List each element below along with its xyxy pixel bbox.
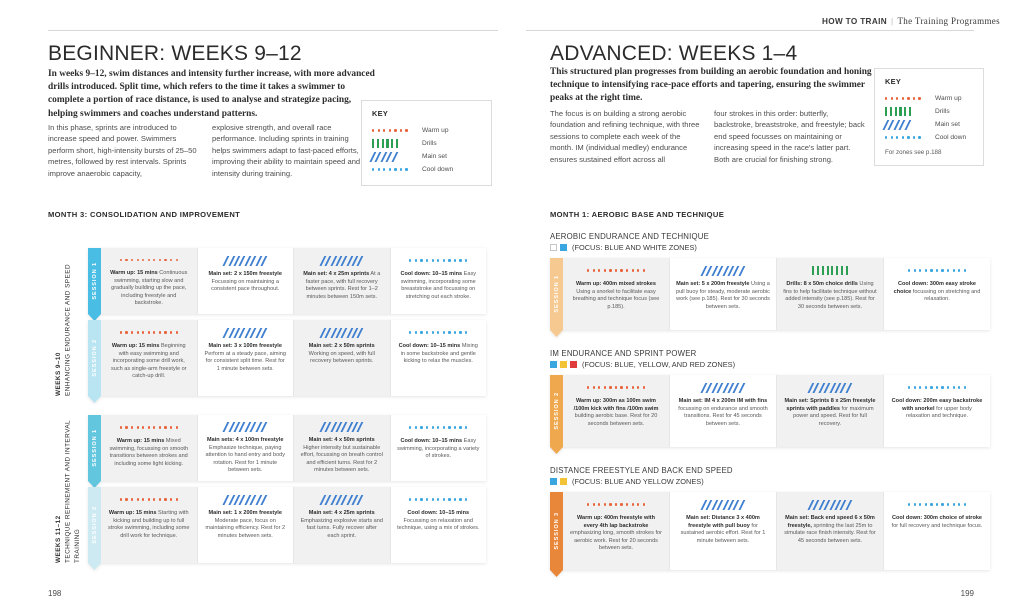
key-item: [885, 105, 973, 118]
cell-text: Warm up: 300m as 100m swim /100m kick with fins /100m swim building aerobic base. Rest for 20 seconds between sets.: [573, 398, 659, 427]
zone-swatch: [560, 478, 567, 485]
cell-pattern: [810, 499, 850, 510]
key-item: [885, 118, 973, 131]
key-item-label: Drills: [422, 140, 437, 147]
month-heading-left: MONTH 3: CONSOLIDATION AND IMPROVEMENT: [48, 210, 241, 219]
session-tab-label: SESSION 1: [91, 429, 98, 467]
dots-pattern-icon: [587, 266, 645, 276]
block-header: [550, 349, 735, 369]
cell-pattern: [120, 327, 178, 338]
key-item-label: Cool down: [935, 134, 967, 141]
key-swatch: [372, 126, 410, 136]
session-cell: [198, 487, 295, 563]
zone-swatch: [560, 361, 567, 368]
cell-heading: Main set: 2 x 150m freestyle: [208, 271, 282, 277]
session-tab-arrow-icon: [550, 447, 563, 454]
session-cells: [563, 258, 990, 330]
cell-pattern: [703, 382, 743, 393]
cell-pattern: [810, 382, 850, 393]
zone-swatch: [560, 244, 567, 251]
session-row: [550, 375, 990, 447]
running-head-separator: |: [890, 17, 894, 26]
dots-pattern-icon: [587, 500, 645, 510]
key-item-label: Warm up: [935, 95, 962, 102]
slashes-pattern-icon: [322, 256, 362, 266]
slashes-pattern-icon: [885, 120, 909, 130]
cell-heading: Cool down: 10–15 mins: [400, 438, 463, 444]
session-row: [550, 492, 990, 570]
cell-pattern: [225, 422, 265, 432]
session-tab-label: SESSION 2: [91, 506, 98, 544]
session-cell: [563, 258, 670, 330]
cell-pattern: [120, 422, 178, 433]
header-rule-left: [48, 30, 498, 31]
slashes-pattern-icon: [703, 266, 743, 276]
cell-text: Cool down: 10–15 mins Easy swimming, incorporating some breaststroke and focussing on stretching out each stroke.: [400, 271, 477, 300]
session-row: [88, 415, 486, 481]
block-focus-text: (FOCUS: BLUE AND WHITE ZONES): [572, 243, 697, 252]
key-swatch: [372, 139, 410, 149]
block-focus-line: [550, 243, 709, 252]
cell-pattern: [120, 494, 178, 505]
session-cell: [777, 375, 884, 447]
slashes-pattern-icon: [225, 422, 265, 432]
key-swatch: [885, 94, 923, 104]
cell-pattern: [587, 382, 645, 393]
weeks-group-label-rest: TECHNIQUE REFINEMENT AND INTERVAL TRAINING: [64, 420, 81, 563]
cell-pattern: [587, 265, 645, 276]
cell-pattern: [908, 265, 966, 276]
session-cells: [101, 487, 486, 563]
cell-heading: Cool down: 10–15 mins: [398, 343, 461, 349]
session-row: [550, 258, 990, 330]
session-tab: [88, 320, 101, 396]
session-cell: [670, 258, 777, 330]
month-heading-right: MONTH 1: AEROBIC BASE AND TECHNIQUE: [550, 210, 725, 219]
key-item: [372, 150, 481, 163]
key-item: [372, 163, 481, 176]
bars-pattern-icon: [372, 139, 398, 149]
cell-text: Warm up: 15 mins Beginning with easy swimming and incorporating some drill work, such as single-arm freestyle or catch-up drill.: [110, 343, 187, 380]
slashes-pattern-icon: [225, 495, 265, 505]
key-item: [885, 131, 973, 144]
key-item-label: Drills: [935, 108, 950, 115]
slashes-pattern-icon: [372, 152, 396, 162]
cell-text: Cool down: 10–15 mins Easy swimming, incorporating a variety of strokes.: [397, 438, 480, 460]
cell-text: Cool down: 200m easy backstroke with snorkel for upper body relaxation and technique.: [891, 398, 983, 420]
slashes-pattern-icon: [322, 328, 362, 338]
cell-pattern: [409, 422, 467, 433]
session-cell: [101, 415, 198, 481]
slashes-pattern-icon: [322, 422, 362, 432]
session-row: [88, 320, 486, 396]
cell-heading: Cool down: 300m easy stroke choice: [893, 281, 976, 295]
session-tab-label: SESSION 3: [553, 512, 560, 550]
cell-heading: Drills: 8 x 50m choice drills: [786, 281, 858, 287]
cell-text: Cool down: 300m easy stroke choice focussing on stretching and relaxation.: [893, 281, 981, 303]
cell-heading: Warm up: 15 mins: [110, 270, 158, 276]
cell-heading: Main set: 5 x 200m freestyle: [676, 281, 750, 287]
session-cell: [294, 487, 391, 563]
zone-swatch: [550, 244, 557, 251]
zone-swatch: [550, 361, 557, 368]
slashes-pattern-icon: [225, 256, 265, 266]
cell-heading: Warm up: 300m as 100m swim /100m kick with fins /100m swim: [573, 398, 659, 412]
cell-pattern: [409, 255, 467, 266]
standfirst-left: In weeks 9–12, swim distances and intensity further increase, with more advanced drills introduced. Split time, which refers to the time it takes a swimmer to complete a portion of race distance, is used to analyse and strategize pacing, helping swimmers and coaches understand patterns.: [48, 69, 375, 119]
cell-heading: Main set: Back end speed 6 x 50m freestyle,: [785, 515, 875, 529]
body-col-2-right: four strokes in this order: butterfly, backstroke, breaststroke, and freestyle; back end speed focusses on maintaining or increasing speed in the race's latter part. Both are crucial for finishing strong.: [714, 109, 865, 164]
block-header: [550, 232, 709, 252]
session-cells: [101, 415, 486, 481]
cell-heading: Main set: Distance 3 x 400m freestyle with pull buoy: [686, 515, 760, 529]
key-swatch: [885, 120, 923, 130]
session-row: [88, 487, 486, 563]
session-cell: [563, 492, 670, 570]
session-cell: [101, 320, 198, 396]
weeks-group-label-strong: WEEKS 11–12: [55, 515, 62, 563]
block-heading: IM ENDURANCE AND SPRINT POWER: [550, 349, 697, 358]
page-title-right: ADVANCED: WEEKS 1–4: [550, 42, 798, 65]
cell-heading: Warm up: 15 mins: [111, 343, 160, 349]
header-rule-right: [526, 30, 974, 31]
session-cell: [101, 487, 198, 563]
session-tab-label: SESSION 1: [553, 275, 560, 313]
session-cell: [294, 248, 391, 314]
key-item: [372, 137, 481, 150]
session-cell: [884, 258, 990, 330]
key-items-right: [885, 92, 973, 144]
body-columns-right: [550, 108, 872, 165]
dots-pattern-icon: [908, 500, 966, 510]
session-cell: [101, 248, 198, 314]
key-swatch: [885, 133, 923, 143]
session-tab-arrow-icon: [88, 396, 101, 403]
slashes-pattern-icon: [703, 500, 743, 510]
cell-text: Main set: IM 4 x 200m IM with fins focussing on endurance and smooth transitions. Rest for 45 seconds between sets.: [678, 398, 768, 427]
dots-pattern-icon: [908, 383, 966, 393]
dots-pattern-icon: [409, 328, 467, 338]
cell-heading: Main set: IM 4 x 200m IM with fins: [678, 398, 768, 404]
key-swatch: [372, 152, 410, 162]
cell-heading: Main sets: 4 x 100m freestyle: [207, 437, 284, 443]
running-head: [822, 16, 1000, 26]
session-cell: [670, 492, 777, 570]
slashes-pattern-icon: [322, 495, 362, 505]
cell-text: Main set: 2 x 150m freestyle Focussing on maintaining a consistent pace throughout.: [208, 271, 282, 293]
cell-text: Warm up: 400m freestyle with every 4th lap backstroke emphasizing long, smooth strokes for aerobic work. Rest for 20 seconds between sets.: [570, 515, 662, 552]
cell-heading: Cool down: 10–15 mins: [400, 271, 463, 277]
cell-heading: Warm up: 15 mins: [116, 438, 165, 444]
dots-pattern-icon: [120, 328, 178, 338]
session-cell: [198, 248, 295, 314]
cell-text: Main set: 5 x 200m freestyle Using a pull buoy for steady, moderate aerobic work (see p.185). Rest for 30 seconds between sets.: [676, 281, 770, 310]
bars-pattern-icon: [812, 266, 848, 276]
block-focus-line: [550, 360, 735, 369]
cell-pattern: [322, 327, 362, 338]
dots-pattern-icon: [372, 126, 408, 136]
block-focus-text: (FOCUS: BLUE, YELLOW, AND RED ZONES): [582, 360, 736, 369]
key-item-label: Main set: [422, 153, 447, 160]
cell-text: Main set: 4 x 25m sprints At a faster pace, with full recovery between sprints. Rest for 1–2 minutes between 150m sets.: [303, 271, 381, 300]
cell-text: Main set: 4 x 25m sprints Emphasizing explosive starts and fast turns. Fully recover after each sprint.: [300, 510, 383, 539]
block-heading: DISTANCE FREESTYLE AND BACK END SPEED: [550, 466, 733, 475]
cell-text: Warm up: 15 mins Mixed swimming, focussing on smooth transitions between strokes and including some light kicking.: [109, 438, 189, 467]
running-head-secondary: The Training Programmes: [897, 16, 1000, 26]
session-tab: [550, 492, 563, 570]
session-tab-arrow-icon: [550, 330, 563, 337]
cell-pattern: [703, 499, 743, 510]
key-item: [885, 92, 973, 105]
key-swatch: [372, 165, 410, 175]
block-header: [550, 466, 733, 486]
cell-pattern: [409, 327, 467, 338]
cell-heading: Main set: 2 x 50m sprints: [308, 343, 375, 349]
key-title-right: KEY: [885, 77, 902, 86]
cell-text: Cool down: 10–15 mins Mixing in some backstroke and gentle kicking to relax the muscles.: [398, 343, 478, 365]
cell-text: Cool down: 300m choice of stroke for full recovery and technique focus.: [891, 515, 983, 529]
block-heading: AEROBIC ENDURANCE AND TECHNIQUE: [550, 232, 709, 241]
cell-text: Cool down: 10–15 mins Focussing on relaxation and technique, using a mix of strokes.: [397, 510, 480, 532]
session-cell: [391, 320, 487, 396]
weeks-group-label-rest: ENHANCING ENDURANCE AND SPEED: [64, 263, 72, 396]
slashes-pattern-icon: [810, 383, 850, 393]
body-col-2-left: explosive strength, and overall race performance. Including sprints in training helps swimmers adapt to fast-paced efforts, improving their ability to maintain speed and intensity during training.: [212, 123, 361, 178]
key-box-right: [874, 68, 984, 166]
cell-text: Main set: Sprints 8 x 25m freestyle sprints with paddles for maximum power and speed. Rest for full recovery.: [784, 398, 876, 427]
session-cell: [294, 320, 391, 396]
session-tab-label: SESSION 2: [91, 339, 98, 377]
session-cell: [563, 375, 670, 447]
dots-pattern-icon: [885, 94, 921, 104]
slashes-pattern-icon: [703, 383, 743, 393]
key-item-label: Warm up: [422, 127, 449, 134]
cell-text: Main set: 1 x 200m freestyle Moderate pace, focus on maintaining efficiency. Rest for 2 minutes between sets.: [205, 510, 286, 539]
session-tab: [550, 258, 563, 330]
session-tab-label: SESSION 1: [91, 262, 98, 300]
weeks-group-label: [54, 415, 83, 563]
cell-heading: Warm up: 15 mins: [108, 510, 157, 516]
cell-pattern: [908, 382, 966, 393]
cell-heading: Main set: 3 x 100m freestyle: [208, 343, 282, 349]
session-cell: [294, 415, 391, 481]
key-title-left: KEY: [372, 109, 389, 118]
cell-pattern: [225, 494, 265, 505]
zone-swatch: [550, 478, 557, 485]
cell-heading: Warm up: 400m mixed strokes: [576, 281, 656, 287]
cell-text: Main set: Back end speed 6 x 50m freestyle, sprinting the last 25m to simulate race finish intensity. Rest for 45 seconds between sets.: [784, 515, 876, 544]
cell-text: Drills: 8 x 50m choice drills Using fins to help facilitate technique without added intensity (see p.185). Rest for 30 seconds between sets.: [783, 281, 877, 310]
cell-pattern: [322, 494, 362, 505]
cell-text: Warm up: 400m mixed strokes Using a snorkel to facilitate easy breathing and technique focus (see p.185).: [572, 281, 660, 310]
session-cells: [563, 375, 990, 447]
cell-pattern: [120, 255, 178, 265]
dots-pattern-icon: [908, 266, 966, 276]
key-note-right: For zones see p.188: [885, 149, 942, 156]
key-box-left: [361, 100, 492, 186]
slashes-pattern-icon: [810, 500, 850, 510]
session-cells: [101, 320, 486, 396]
cell-text: Warm up: 15 mins Continuous swimming, starting slow and gradually building up the pace, including freestyle and backstroke.: [110, 270, 188, 307]
session-tab-arrow-icon: [550, 570, 563, 577]
cell-heading: Main set: 4 x 50m sprints: [308, 437, 375, 443]
session-cell: [391, 248, 487, 314]
dots-pattern-icon: [120, 423, 178, 433]
dots-pattern-icon: [372, 165, 408, 175]
cell-heading: Main set: 1 x 200m freestyle: [208, 510, 282, 516]
body-columns-left: [48, 122, 368, 179]
cell-heading: Main set: 4 x 25m sprints: [303, 271, 370, 277]
session-cell: [198, 415, 295, 481]
body-col-1-left: In this phase, sprints are introduced to increase speed and power. Swimmers perform short, high-intensity bursts of 25–50 metres, followed by rest intervals. Sprints improve anaerobic capacity,: [48, 123, 197, 178]
block-focus-line: [550, 477, 733, 486]
cell-text: Main set: Distance 3 x 400m freestyle with pull buoy for sustained aerobic effort. Rest for 1 minute between sets.: [680, 515, 766, 544]
dots-pattern-icon: [587, 383, 645, 393]
session-cell: [198, 320, 295, 396]
running-head-primary: HOW TO TRAIN: [821, 17, 887, 26]
key-item-label: Cool down: [422, 166, 454, 173]
session-cell: [777, 258, 884, 330]
cell-text: Main set: 3 x 100m freestyle Perform at a steady pace, aiming for consistent split time. Rest for 1 minute between sets.: [204, 343, 286, 372]
key-item: [372, 124, 481, 137]
standfirst-right: This structured plan progresses from building an aerobic foundation and honing technique to intensifying race-pace efforts and tapering, ensuring the swimmer peaks at the right time.: [550, 67, 872, 104]
bars-pattern-icon: [885, 107, 911, 117]
slashes-pattern-icon: [225, 328, 265, 338]
dots-pattern-icon: [409, 256, 467, 266]
dots-pattern-icon: [120, 255, 178, 265]
session-row: [88, 248, 486, 314]
weeks-group-label-strong: WEEKS 9–10: [55, 352, 62, 396]
session-cell: [391, 487, 487, 563]
session-cell: [777, 492, 884, 570]
cell-pattern: [225, 327, 265, 338]
cell-heading: Cool down: 300m choice of stroke: [892, 515, 982, 521]
page-title-left: BEGINNER: WEEKS 9–12: [48, 42, 302, 65]
cell-pattern: [587, 499, 645, 510]
cell-pattern: [322, 422, 362, 432]
cell-pattern: [703, 265, 743, 276]
session-tab: [88, 415, 101, 481]
session-cells: [563, 492, 990, 570]
session-tab: [550, 375, 563, 447]
key-swatch: [885, 107, 923, 117]
session-tab-arrow-icon: [88, 563, 101, 570]
dots-pattern-icon: [409, 423, 467, 433]
weeks-group-label: [54, 248, 73, 396]
session-cell: [670, 375, 777, 447]
cell-heading: Cool down: 200m easy backstroke with snorkel: [891, 398, 983, 412]
key-items-left: [372, 124, 481, 176]
cell-heading: Main set: Sprints 8 x 25m freestyle sprints with paddles: [784, 398, 876, 412]
session-tab: [88, 487, 101, 563]
cell-pattern: [812, 265, 848, 276]
dots-pattern-icon: [885, 133, 921, 143]
folio-left: 198: [48, 589, 62, 598]
page-right: [512, 0, 1024, 612]
cell-heading: Warm up: 400m freestyle with every 4th lap backstroke: [576, 515, 656, 529]
session-tab-label: SESSION 2: [553, 392, 560, 430]
session-cell: [884, 375, 990, 447]
session-cells: [101, 248, 486, 314]
body-col-1-right: The focus is on building a strong aerobic foundation and refining technique, with three sessions to complete each week of the month. IM (individual medley) endurance ensures sustained effort across all: [550, 109, 700, 164]
session-cell: [391, 415, 487, 481]
cell-heading: Cool down: 10–15 mins: [407, 510, 470, 516]
zone-swatch: [570, 361, 577, 368]
cell-text: Main sets: 4 x 100m freestyle Emphasize technique, paying attention to hand entry and body rotation. Rest for 1 minute between sets.: [205, 437, 286, 474]
cell-pattern: [409, 494, 467, 505]
dots-pattern-icon: [120, 495, 178, 505]
block-focus-text: (FOCUS: BLUE AND YELLOW ZONES): [572, 477, 704, 486]
cell-pattern: [322, 255, 362, 266]
cell-text: Main set: 2 x 50m sprints Working on speed, with full recovery between sprints.: [308, 343, 375, 365]
dots-pattern-icon: [409, 495, 467, 505]
session-tab: [88, 248, 101, 314]
key-item-label: Main set: [935, 121, 960, 128]
cell-text: Warm up: 15 mins Starting with kicking and building up to full stroke swimming, including some drill work for technique.: [108, 510, 190, 539]
session-cell: [884, 492, 990, 570]
cell-text: Main set: 4 x 50m sprints Higher intensity but sustainable effort, focussing on breath control and efficient turns. Rest for 2 minutes between sets.: [300, 437, 383, 474]
cell-pattern: [225, 255, 265, 266]
cell-heading: Main set: 4 x 25m sprints: [308, 510, 375, 516]
cell-pattern: [908, 499, 966, 510]
folio-right: 199: [960, 589, 974, 598]
